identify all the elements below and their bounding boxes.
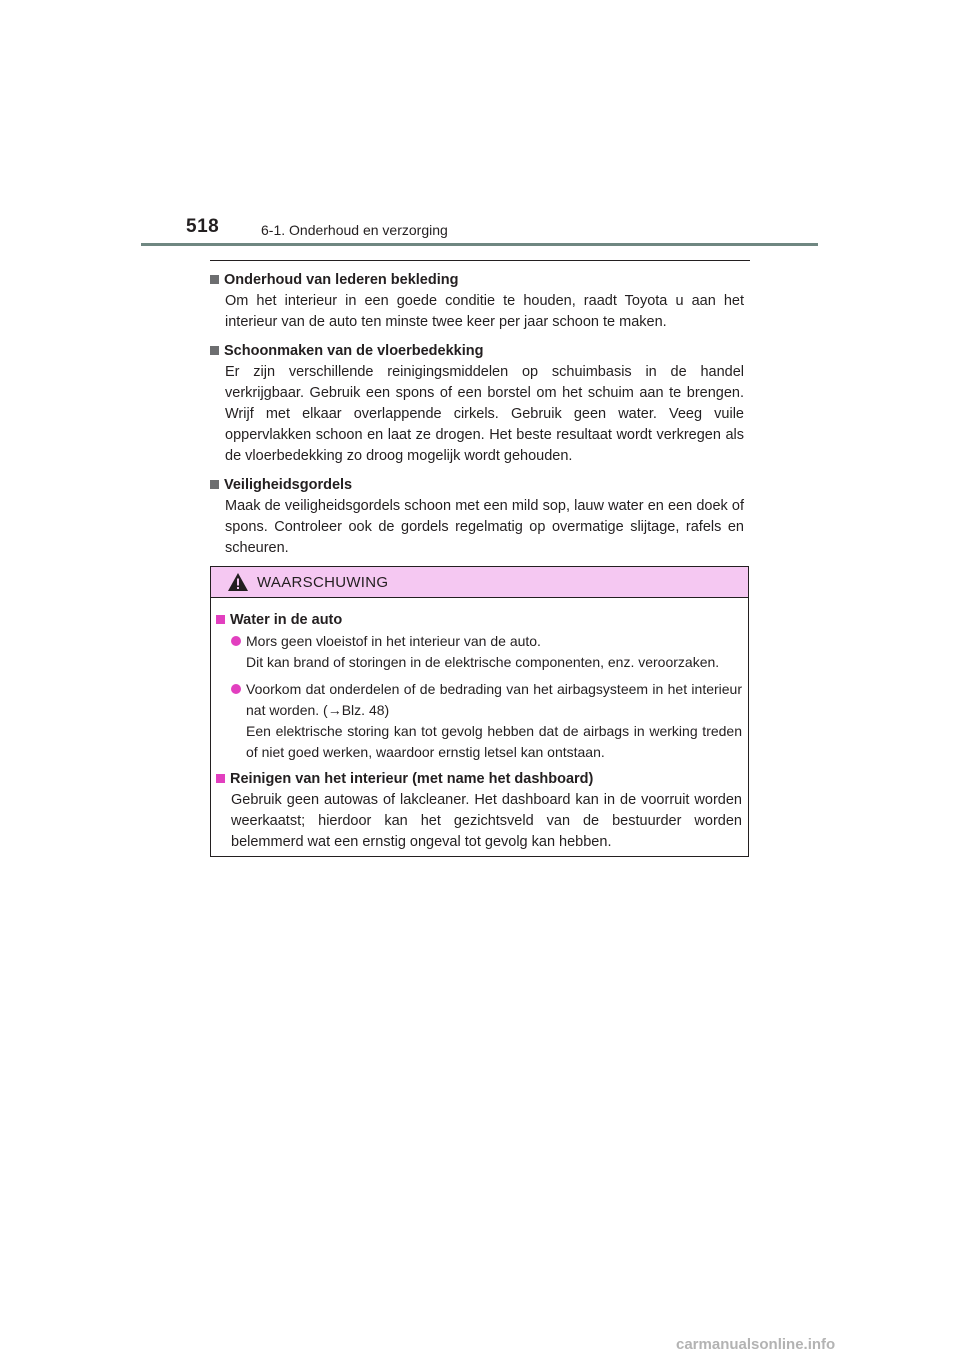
warning-body <box>211 598 748 853</box>
item-body: Maak de veiligheidsgordels schoon met een mild sop, lauw water en een doek of spons. Controleer ook de gordels regelmatig op overmatige slijtage, rafels en scheuren. <box>225 498 744 556</box>
watermark: carmanualsonline.info <box>676 1336 836 1353</box>
square-bullet-icon <box>210 346 219 355</box>
item-leather-care <box>210 270 744 333</box>
item-title-text: Schoonmaken van de vloerbedekking <box>224 343 484 359</box>
warning-bullet <box>216 631 742 673</box>
bullet-line2: Dit kan brand of storingen in de elektrische componenten, enz. veroorzaken. <box>246 654 720 670</box>
bullet-line2: Een elektrische storing kan tot gevolg hebben dat de airbags in werking treden of niet goed werken, waardoor ernstig letsel kan ontstaan. <box>246 723 742 760</box>
item-title-text: Onderhoud van lederen bekleding <box>224 272 459 288</box>
square-bullet-icon <box>210 275 219 284</box>
round-bullet-icon <box>231 684 241 694</box>
header-rule <box>141 243 818 246</box>
square-bullet-icon <box>216 774 225 783</box>
warning-section-title <box>216 769 742 790</box>
item-title <box>210 341 744 362</box>
warning-section-body: Gebruik geen autowas of lakcleaner. Het dashboard kan in de voorruit worden weerkaatst; hierdoor kan het gezichtsveld van de bestuurder worden belemmerd wat een ernstig ongeval tot gevolg kan hebben. <box>231 792 742 850</box>
bullet-line1: Voorkom dat onderdelen of de bedrading van het airbagsysteem in het interieur nat worden. (→Blz. 48) <box>246 681 742 718</box>
warning-heading: WAARSCHUWING <box>257 573 389 591</box>
warning-header <box>211 567 748 598</box>
warning-section-title-text: Water in de auto <box>230 612 343 628</box>
item-seat-belts <box>210 475 744 559</box>
item-title <box>210 270 744 291</box>
content <box>210 270 744 567</box>
warning-box <box>210 566 749 857</box>
item-carpet-cleaning <box>210 341 744 467</box>
bullet-line1: Mors geen vloeistof in het interieur van de auto. <box>246 633 541 649</box>
item-body: Er zijn verschillende reinigingsmiddelen op schuimbasis in de handel verkrijgbaar. Gebruik een spons of een borstel om het schuim aan te brengen. Wrijf met elkaar overlappende cirkels. Gebruik geen water. Veeg vuile oppervlakken schoon en laat ze drogen. Het beste resultaat wordt verkregen als de vloerbedekking zo droog mogelijk wordt gehouden. <box>225 364 744 464</box>
bullet-text <box>246 679 742 763</box>
bullet-text <box>246 631 742 673</box>
item-title-text: Veiligheidsgordels <box>224 477 353 493</box>
page-number: 518 <box>186 216 220 237</box>
warning-section-title-text: Reinigen van het interieur (met name het dashboard) <box>230 771 594 787</box>
warning-triangle-icon <box>227 572 249 592</box>
item-body: Om het interieur in een goede conditie te houden, raadt Toyota u aan het interieur van de auto ten minste twee keer per jaar schoon te maken. <box>225 293 744 330</box>
warning-section-title <box>216 610 742 631</box>
warning-section-water <box>216 610 742 763</box>
warning-section-dashboard <box>216 769 742 853</box>
warning-bullet <box>216 679 742 763</box>
item-title <box>210 475 744 496</box>
content-rule <box>210 260 750 261</box>
round-bullet-icon <box>231 636 241 646</box>
square-bullet-icon <box>210 480 219 489</box>
section-title: 6-1. Onderhoud en verzorging <box>261 222 448 238</box>
square-bullet-icon <box>216 615 225 624</box>
